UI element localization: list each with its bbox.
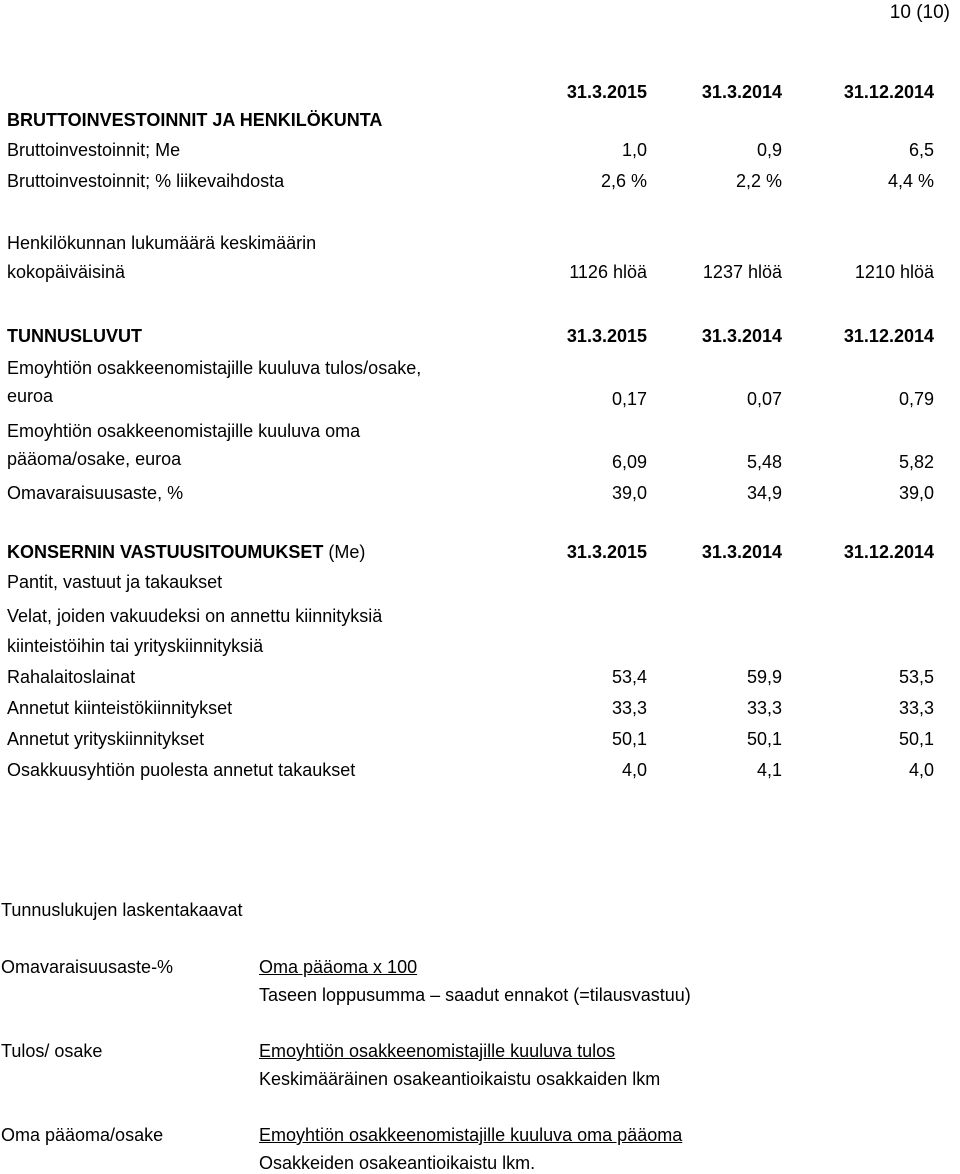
value-cell: 0,17 [611, 389, 647, 409]
date-header-1: 31.3.2015 [566, 82, 647, 102]
value-cell: 6,09 [611, 452, 647, 472]
value-cell: 0,79 [898, 389, 934, 409]
commitments-subheading: Velat, joiden vakuudeksi on annettu kiinnityksiä [7, 606, 383, 626]
formula-denominator: Taseen loppusumma – saadut ennakot (=tilausvastuu) [259, 985, 691, 1005]
formula-denominator: Osakkeiden osakeantioikaistu lkm. [259, 1153, 536, 1173]
value-cell: 5,48 [746, 452, 782, 472]
investments-title: BRUTTOINVESTOINNIT JA HENKILÖKUNTA [7, 110, 383, 130]
formula-numerator: Emoyhtiön osakkeenomistajille kuuluva tulos [259, 1041, 616, 1061]
value-cell: 33,3 [898, 698, 934, 718]
formula-label: Oma pääoma/osake [1, 1125, 164, 1145]
equity-ratio-label: Omavaraisuusaste, % [7, 483, 184, 503]
value-cell: 1,0 [621, 140, 647, 160]
value-cell: 33,3 [746, 698, 782, 718]
value-cell: 4,0 [621, 760, 647, 780]
date-header-3: 31.12.2014 [843, 82, 934, 102]
value-cell: 2,2 % [735, 171, 782, 191]
commitments-row-label: Annetut yrityskiinnitykset [7, 729, 205, 749]
value-cell: 5,82 [898, 452, 934, 472]
date-header-1: 31.3.2015 [566, 326, 647, 346]
value-cell: 50,1 [611, 729, 647, 749]
commitments-row-label: Annetut kiinteistökiinnitykset [7, 698, 233, 718]
value-cell: 0,07 [746, 389, 782, 409]
date-header-1: 31.3.2015 [566, 542, 647, 562]
equity-label-cont: pääoma/osake, euroa [7, 449, 182, 469]
value-cell: 1237 hlöä [702, 262, 782, 282]
date-header-2: 31.3.2014 [701, 82, 782, 102]
value-cell: 4,0 [908, 760, 934, 780]
staff-label-cont: kokopäiväisinä [7, 262, 126, 282]
value-cell: 0,9 [756, 140, 782, 160]
equity-label: Emoyhtiön osakkeenomistajille kuuluva oma [7, 421, 361, 441]
value-cell: 1210 hlöä [854, 262, 934, 282]
value-cell: 39,0 [898, 483, 934, 503]
commitments-subheading: kiinteistöihin tai yrityskiinnityksiä [7, 636, 264, 656]
value-cell: 34,9 [746, 483, 782, 503]
kpi-title: TUNNUSLUVUT [7, 326, 142, 346]
investments-row-label: Bruttoinvestoinnit; Me [7, 140, 181, 160]
commitments-title-unit: (Me) [323, 542, 366, 562]
eps-label: Emoyhtiön osakkeenomistajille kuuluva tulos/osake, [7, 358, 422, 378]
date-header-3: 31.12.2014 [843, 326, 934, 346]
page-number: 10 (10) [889, 2, 950, 23]
commitments-row-label: Rahalaitoslainat [7, 667, 136, 687]
commitments-subheading: Pantit, vastuut ja takaukset [7, 572, 223, 592]
commitments-title-bold: KONSERNIN VASTUUSITOUMUKSET [7, 542, 324, 562]
commitments-row-label: Osakkuusyhtiön puolesta annetut takaukset [7, 760, 356, 780]
value-cell: 53,4 [611, 667, 647, 687]
value-cell: 53,5 [898, 667, 934, 687]
value-cell: 50,1 [746, 729, 782, 749]
value-cell: 33,3 [611, 698, 647, 718]
date-header-3: 31.12.2014 [843, 542, 934, 562]
investments-row-label: Bruttoinvestoinnit; % liikevaihdosta [7, 171, 285, 191]
value-cell: 4,4 % [887, 171, 934, 191]
formula-numerator: Oma pääoma x 100 [259, 957, 418, 977]
value-cell: 59,9 [746, 667, 782, 687]
value-cell: 1126 hlöä [569, 262, 647, 282]
eps-label-cont: euroa [7, 386, 54, 406]
value-cell: 6,5 [908, 140, 934, 160]
commitments-title [7, 539, 365, 565]
formula-denominator: Keskimääräinen osakeantioikaistu osakkaiden lkm [259, 1069, 661, 1089]
formulas-title: Tunnuslukujen laskentakaavat [1, 900, 243, 920]
formula-numerator: Emoyhtiön osakkeenomistajille kuuluva oma pääoma [259, 1125, 683, 1145]
value-cell: 2,6 % [600, 171, 647, 191]
value-cell: 39,0 [611, 483, 647, 503]
formula-label: Omavaraisuusaste-% [1, 957, 174, 977]
formula-label: Tulos/ osake [1, 1041, 103, 1061]
value-cell: 4,1 [756, 760, 782, 780]
staff-label: Henkilökunnan lukumäärä keskimäärin [7, 233, 317, 253]
date-header-2: 31.3.2014 [701, 326, 782, 346]
value-cell: 50,1 [898, 729, 934, 749]
date-header-2: 31.3.2014 [701, 542, 782, 562]
